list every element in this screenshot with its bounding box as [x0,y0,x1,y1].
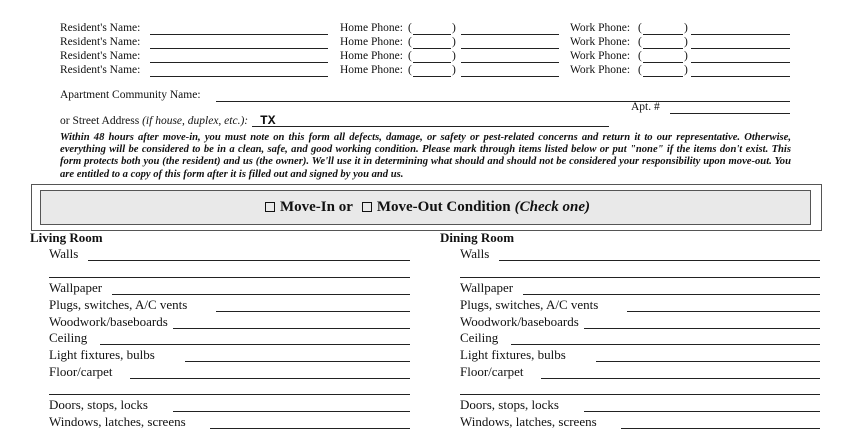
move-out-label: Move-Out Condition [376,199,511,215]
home-area-close-paren: ) [452,64,456,76]
checklist-item-label: Woodwork/baseboards [49,314,168,329]
work-area-close-paren: ) [684,50,688,62]
home-area-open-paren: ( [408,50,412,62]
checklist-item-label: Plugs, switches, A/C vents [49,297,188,312]
checklist-item-field[interactable] [173,328,410,329]
work-phone-field[interactable] [691,48,790,49]
resident-name-label: Resident's Name: [60,64,141,76]
checklist-item-label: Floor/carpet [49,364,113,379]
checklist-item-field[interactable] [627,311,820,312]
work-area-open-paren: ( [638,22,642,34]
checklist-item-field[interactable] [596,361,820,362]
work-phone-field[interactable] [691,34,790,35]
checklist-item-label: Ceiling [49,330,88,345]
community-name-field[interactable] [216,101,790,102]
work-area-open-paren: ( [638,64,642,76]
checklist-item-label: Windows, latches, screens [49,414,186,429]
move-in-checkbox[interactable] [265,202,275,212]
state-value: TX [260,113,276,128]
checklist-item-label: Windows, latches, screens [460,414,597,429]
checklist-item-field[interactable] [584,328,820,329]
extra-notes-line[interactable] [49,394,410,395]
resident-name-label: Resident's Name: [60,50,141,62]
checklist-item-label: Floor/carpet [460,364,524,379]
resident-name-label: Resident's Name: [60,22,141,34]
community-name-label: Apartment Community Name: [60,89,201,101]
checklist-item-label: Light fixtures, bulbs [460,347,566,362]
resident-name-label: Resident's Name: [60,36,141,48]
checklist-item-label: Ceiling [460,330,499,345]
checklist-item-field[interactable] [499,260,820,261]
checklist-item-field[interactable] [185,361,410,362]
home-phone-label: Home Phone: [340,64,403,76]
checklist-item-label: Walls [460,246,490,261]
checklist-item-field[interactable] [216,311,410,312]
home-phone-label: Home Phone: [340,50,403,62]
work-area-open-paren: ( [638,36,642,48]
home-area-code-field[interactable] [413,62,451,63]
resident-name-field[interactable] [150,62,328,63]
room-title: Dining Room [440,230,515,245]
checklist-item-field[interactable] [584,411,820,412]
apt-label: Apt. # [631,101,660,113]
checklist-item-label: Woodwork/baseboards [460,314,579,329]
home-phone-label: Home Phone: [340,22,403,34]
checklist-item-field[interactable] [112,294,410,295]
work-phone-label: Work Phone: [570,22,631,34]
extra-notes-line[interactable] [460,394,820,395]
work-area-close-paren: ) [684,22,688,34]
apt-field[interactable] [670,113,790,114]
resident-name-field[interactable] [150,34,328,35]
street-address-field[interactable] [252,126,609,127]
checklist-item-label: Plugs, switches, A/C vents [460,297,599,312]
home-area-code-field[interactable] [413,48,451,49]
condition-selector [40,190,811,225]
extra-notes-line[interactable] [460,277,820,278]
check-one-hint: (Check one) [514,199,591,215]
home-area-close-paren: ) [452,50,456,62]
work-phone-label: Work Phone: [570,64,631,76]
home-phone-field[interactable] [461,62,559,63]
home-area-code-field[interactable] [413,34,451,35]
checklist-item-label: Wallpaper [460,280,514,295]
work-area-close-paren: ) [684,64,688,76]
checklist-item-field[interactable] [541,378,820,379]
checklist-item-field[interactable] [100,344,410,345]
checklist-item-field[interactable] [88,260,410,261]
work-area-close-paren: ) [684,36,688,48]
checklist-item-field[interactable] [523,294,820,295]
checklist-item-label: Wallpaper [49,280,103,295]
extra-notes-line[interactable] [49,277,410,278]
work-area-code-field[interactable] [643,76,683,77]
work-phone-label: Work Phone: [570,50,631,62]
instructions-text: Within 48 hours after move-in, you must note on this form all defects, damage, or safety or pest-related concerns and return it to our representative. Otherwise, everything will be considered to be in a clean, safe, and good working condition. Please mark through items listed below or put "none" if the items don't exist. This form protects both you (the resident) and us (the owner). We'll use it in determining what should and should not be considered your responsibility upon move-out. You are entitled to a copy of this form after it is filled out and signed by you and us. [60,132,791,180]
checklist-item-label: Walls [49,246,79,261]
home-area-close-paren: ) [452,36,456,48]
home-phone-field[interactable] [461,34,559,35]
home-area-open-paren: ( [408,22,412,34]
work-area-code-field[interactable] [643,48,683,49]
home-area-open-paren: ( [408,64,412,76]
checklist-item-label: Light fixtures, bulbs [49,347,155,362]
checklist-item-label: Doors, stops, locks [49,397,148,412]
work-area-code-field[interactable] [643,62,683,63]
move-in-label: Move-In or [279,199,353,215]
home-phone-field[interactable] [461,76,559,77]
home-phone-field[interactable] [461,48,559,49]
work-area-open-paren: ( [638,50,642,62]
checklist-item-field[interactable] [130,378,410,379]
home-phone-label: Home Phone: [340,36,403,48]
resident-name-field[interactable] [150,48,328,49]
checklist-item-label: Doors, stops, locks [460,397,559,412]
home-area-close-paren: ) [452,22,456,34]
home-area-code-field[interactable] [413,76,451,77]
checklist-item-field[interactable] [173,411,410,412]
home-area-open-paren: ( [408,36,412,48]
checklist-item-field[interactable] [210,428,410,429]
street-address-label: or Street Address (if house, duplex, etc.): [60,115,249,127]
checklist-item-field[interactable] [511,344,820,345]
work-area-code-field[interactable] [643,34,683,35]
work-phone-label: Work Phone: [570,36,631,48]
work-phone-field[interactable] [691,76,790,77]
checklist-item-field[interactable] [621,428,820,429]
move-out-checkbox[interactable] [362,202,372,212]
resident-name-field[interactable] [150,76,328,77]
work-phone-field[interactable] [691,62,790,63]
room-title: Living Room [30,230,103,245]
